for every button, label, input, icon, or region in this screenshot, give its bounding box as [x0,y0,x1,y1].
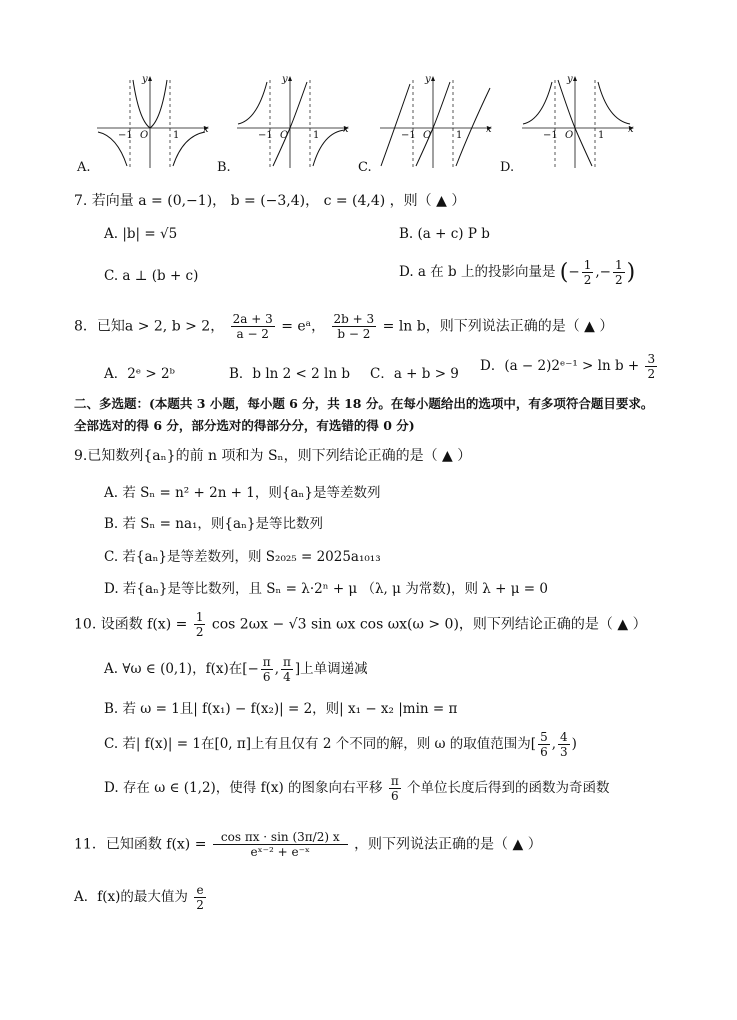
q10-d-fn: π [390,774,399,788]
q10-a-f2d: 4 [283,670,291,684]
graph-c [378,70,498,170]
q7-option-b: B. (a + c) P b [399,226,490,242]
q10-a-f2n: π [282,655,291,669]
q7-option-c: C. a ⊥ (b + c) [104,268,199,284]
q10-c-f1n: 5 [540,730,548,744]
graph-d-pos1: 1 [598,130,605,141]
q8-option-a: A．2ᵉ > 2ᵇ [104,366,175,382]
graph-d-y: y [567,74,573,85]
q8-eq1: = eᵃ， [281,318,326,335]
q8-option-c: C．a + b > 9 [370,366,459,382]
q10-c-f1d: 6 [540,745,548,759]
q10-a-f1d: 6 [262,670,271,684]
q9-stem: 9.已知数列{aₙ}的前 n 项和为 Sₙ，则下列结论正确的是（ ▲ ） [74,448,472,464]
q8-stem-post: = ln b，则下列说法正确的是（ ▲ ） [382,318,614,335]
graph-c-neg1: −1 [401,130,416,141]
q10-stem-den: 2 [195,625,204,639]
q7-d-frac2-den: 2 [614,273,623,287]
q11-stem-post: ，则下列说法正确的是（ ▲ ） [354,836,542,853]
section-heading-line2: 全部选对的得 6 分，部分选对的得部分分，有选错的得 0 分) [74,418,415,433]
graph-b-origin: O [280,130,289,141]
graph-label-c: C. [358,160,372,175]
graph-label-d: D. [500,160,515,175]
q10-option-c [104,730,577,759]
q10-a-pre: A. ∀ω ∈ (0,1)，f(x)在[− [104,661,259,677]
q8-f1-den: a − 2 [236,327,269,341]
graph-label-a: A. [77,160,91,175]
q10-d-pre: D. 存在 ω ∈ (1,2)，使得 f(x) 的图象向右平移 [104,780,383,796]
q10-d-post: 个单位长度后得到的函数为奇函数 [407,780,610,796]
q11-den: eˣ⁻² + e⁻ˣ [250,845,311,859]
q10-c-post: ) [571,736,577,752]
q7-d-frac1-num: 1 [583,258,592,272]
graph-b [235,70,355,170]
q10-c-f2d: 3 [560,745,568,759]
graph-b-pos1: 1 [313,130,320,141]
q8-f2-num: 2b + 3 [333,312,375,326]
q10-a-mid: , [274,661,279,677]
q7-d-frac2-num: 1 [614,258,623,272]
q10-a-post: ]上单调递减 [294,661,368,677]
graph-a-origin: O [140,130,149,141]
q10-stem-pre: 10. 设函数 f(x) = [74,616,188,633]
q8-f2-den: b − 2 [337,327,371,341]
q8-option-d-text: D．(a − 2)2ᵉ⁻¹ > ln b + [480,358,640,374]
graph-d-origin: O [565,130,574,141]
graph-a-x: x [203,124,209,135]
q8-stem-pre: 8．已知a > 2, b > 2， [74,318,225,335]
graph-b-y: y [282,74,288,85]
graph-a-pos1: 1 [173,130,180,141]
q11-option-a [74,883,208,912]
q10-a-f1n: π [262,655,271,669]
graph-c-origin: O [423,130,432,141]
q9-option-a: A. 若 Sₙ = n² + 2n + 1，则{aₙ}是等差数列 [104,485,381,501]
graph-a-neg1: −1 [118,130,133,141]
q8-d-den: 2 [647,367,656,381]
q9-option-c: C. 若{aₙ}是等差数列，则 S₂₀₂₅ = 2025a₁₀₁₃ [104,549,381,565]
graph-a [95,70,215,170]
q10-d-fd: 6 [390,789,399,803]
q10-option-b: B. 若 ω = 1且| f(x₁) − f(x₂)| = 2，则| x₁ − x₂ |min = π [104,701,458,717]
q9-option-d: D. 若{aₙ}是等比数列，且 Sₙ = λ·2ⁿ + μ （λ, μ 为常数)，则 λ + μ = 0 [104,581,548,597]
q11-num: cos πx · sin (3π/2) x [213,830,348,845]
q11-a-den: 2 [196,898,204,912]
graph-c-pos1: 1 [456,130,463,141]
q8-option-d [480,352,659,381]
q10-option-a [104,655,368,684]
q10-stem-post: cos 2ωx − √3 sin ωx cos ωx(ω > 0)，则下列结论正确的是（ ▲ ） [211,616,647,633]
graph-d [520,70,640,170]
q8-stem [74,312,613,341]
graph-c-x: x [486,124,492,135]
section-heading-line1: 二、多选题：(本题共 3 小题，每小题 6 分，共 18 分。在每小题给出的选项中，有多项符合题目要求。 [74,396,654,411]
q8-f1-num: 2a + 3 [232,312,273,326]
q10-c-f2n: 4 [560,730,568,744]
graph-b-x: x [343,124,349,135]
graph-d-neg1: −1 [543,130,558,141]
q7-option-d-text: D. a 在 b 上的投影向量是 [399,264,556,280]
graph-d-x: x [628,124,634,135]
q7-stem: 7. 若向量 a = (0,−1)， b = (−3,4)， c = (4,4) ，则（ ▲ ） [74,193,466,209]
q7-option-d: D. a 在 b 上的投影向量是 (− $\frac{1}{2}$ ,− $\frac{1}{2}$ ) [399,258,636,287]
q11-stem [74,830,542,859]
q10-stem-num: 1 [195,610,204,624]
q8-d-num: 3 [647,352,656,366]
q8-option-b: B．b ln 2 < 2 ln b [229,366,350,382]
q10-c-pre: C. 若| f(x)| = 1在[0, π]上有且仅有 2 个不同的解，则 ω 的取值范围为[ [104,736,537,752]
q10-c-mid: , [551,736,556,752]
graph-a-y: y [142,74,148,85]
q11-a-num: e [194,883,206,898]
graph-label-b: B. [217,160,231,175]
q10-stem [74,610,647,639]
q10-option-d [104,774,610,803]
q7-option-a: A. |b| = √5 [104,226,178,242]
q7-d-frac1-den: 2 [583,273,592,287]
q9-option-b: B. 若 Sₙ = na₁，则{aₙ}是等比数列 [104,516,323,532]
graph-c-y: y [425,74,431,85]
q11-stem-pre: 11．已知函数 f(x) = [74,836,207,853]
graph-b-neg1: −1 [258,130,273,141]
q11-a-pre: A．f(x)的最大值为 [74,889,188,905]
